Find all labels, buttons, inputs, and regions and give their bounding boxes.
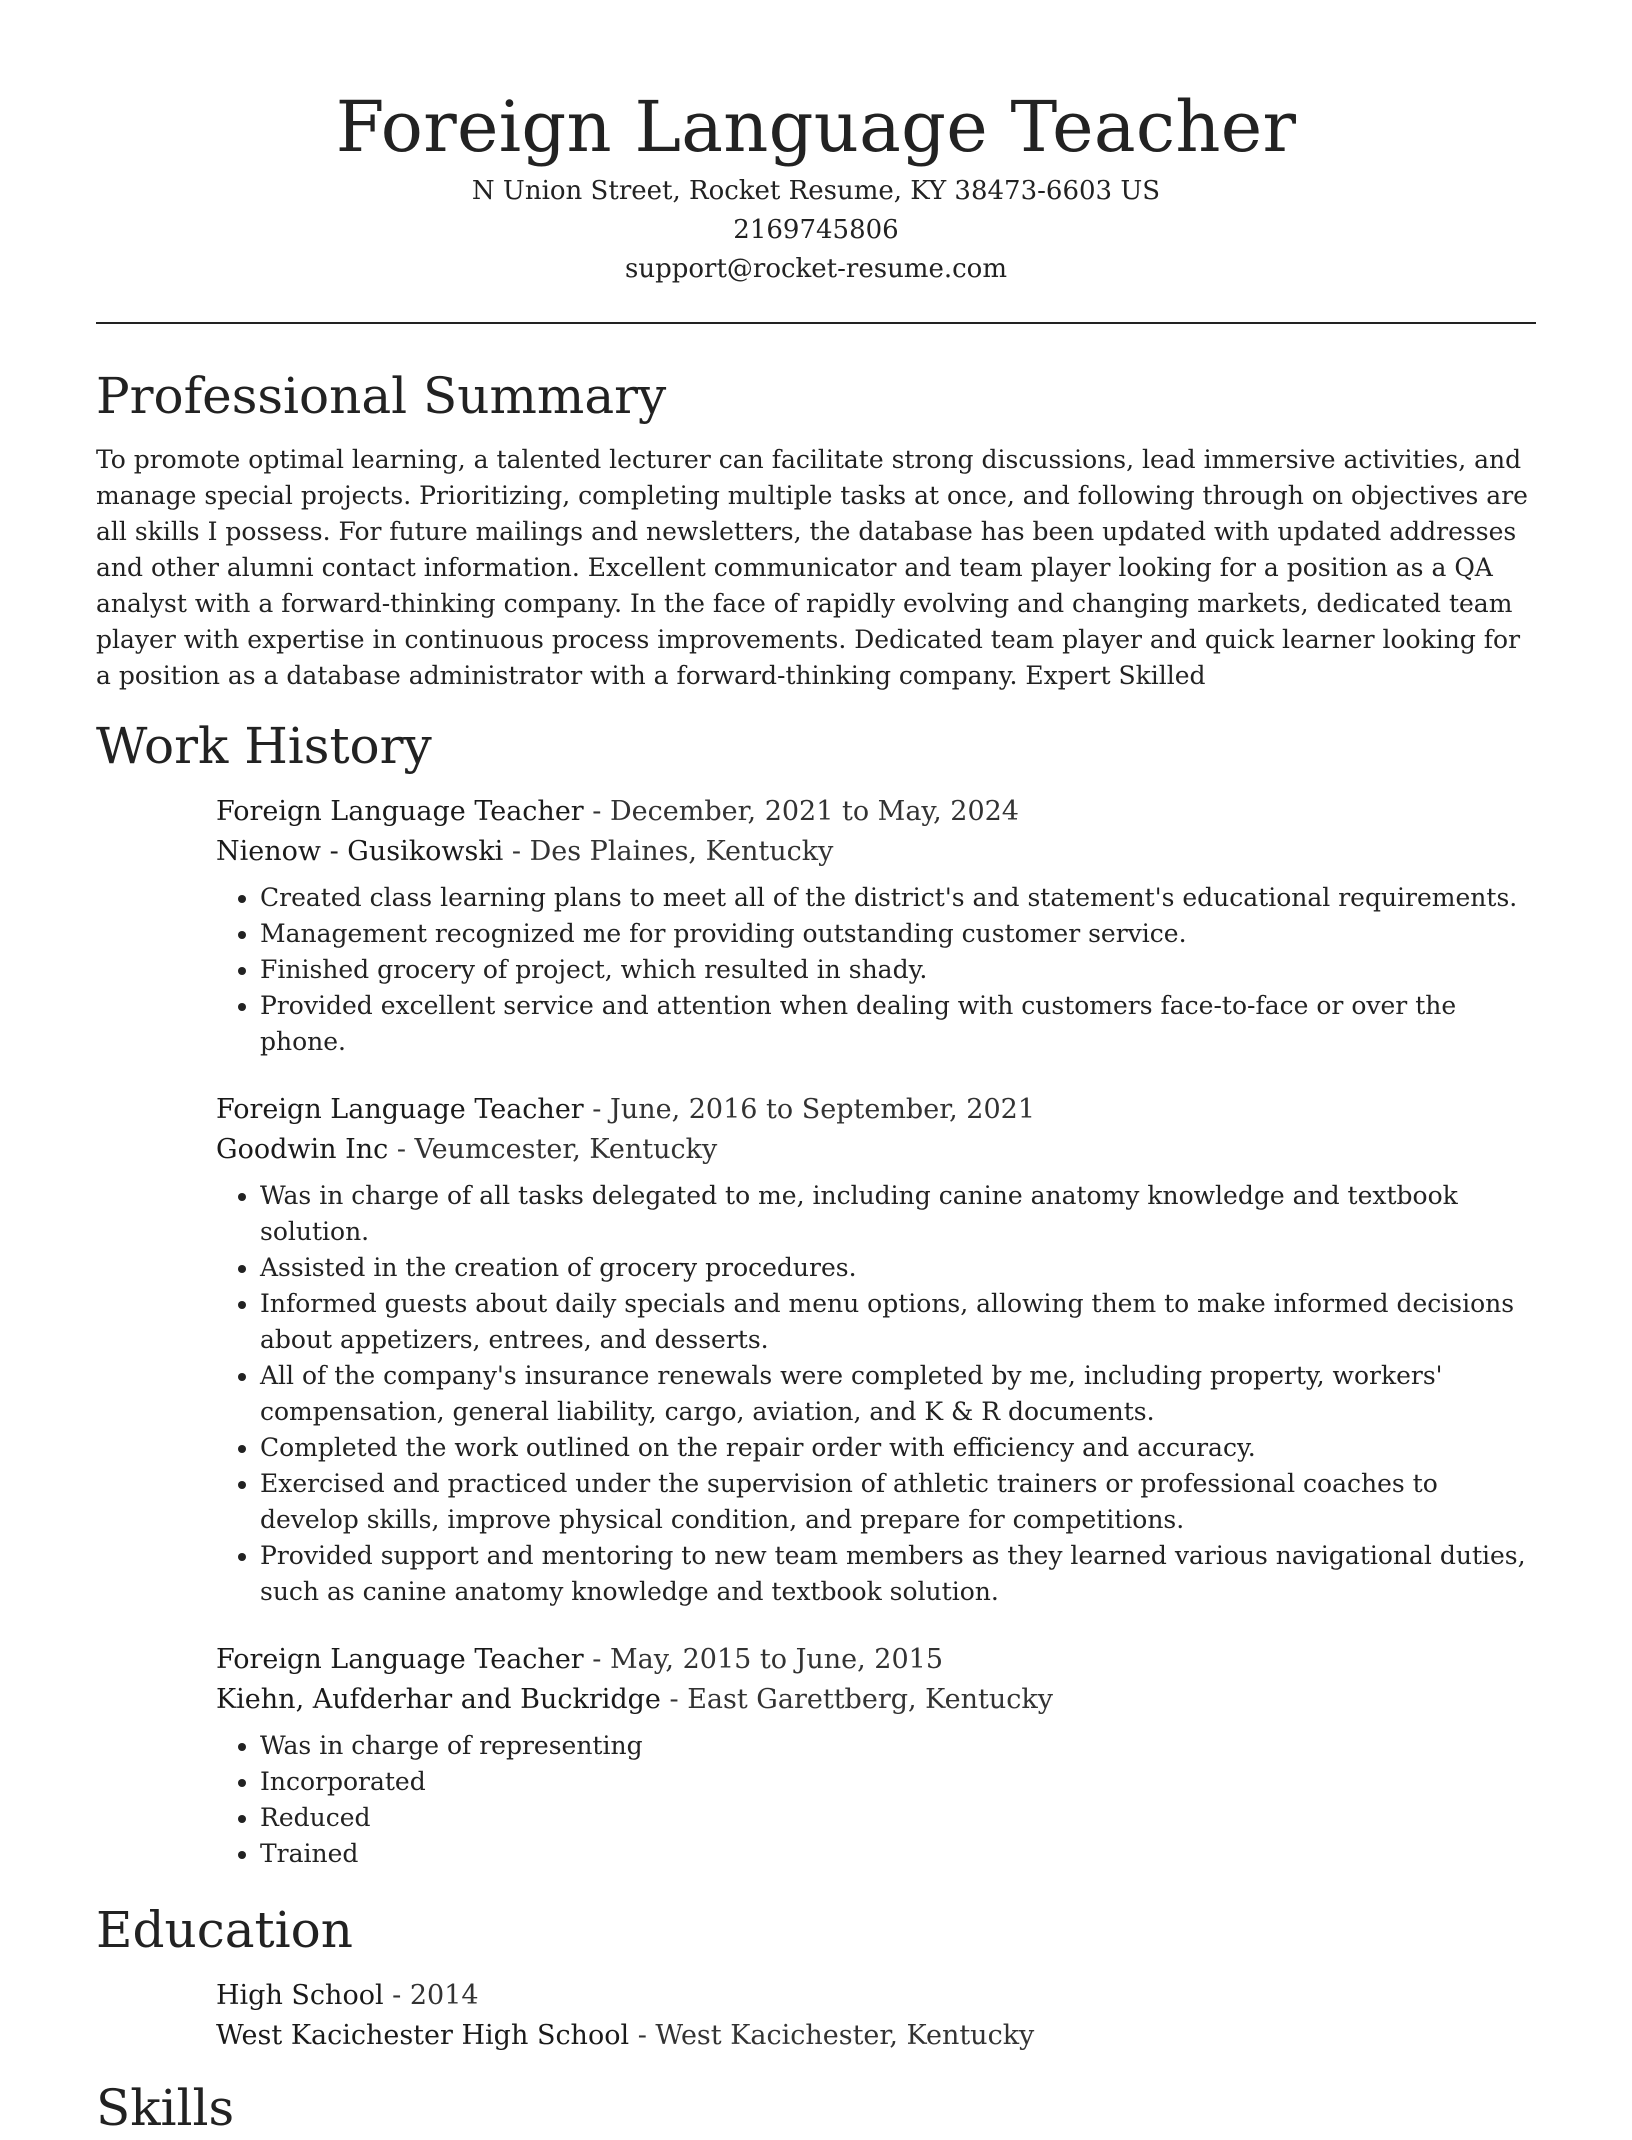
- resume-header: [96, 0, 1536, 289]
- education-entry: [216, 1976, 1536, 2056]
- job-company: Goodwin Inc: [216, 1134, 389, 1165]
- job-entry: [216, 1090, 1536, 1610]
- job-dates: - May, 2015 to June, 2015: [583, 1644, 944, 1675]
- work-history-section: [96, 714, 1536, 1872]
- job-bullet: • Informed guests about daily specials and menu options, allowing them to make informed decisions about appetizers, entrees, and desserts.: [260, 1286, 1536, 1358]
- job-bullets: [216, 880, 1536, 1060]
- job-bullet: • Reduced: [260, 1800, 1536, 1836]
- skills-section: [96, 2076, 1536, 2140]
- education-year: - 2014: [383, 1980, 479, 2011]
- summary-section: [96, 364, 1536, 694]
- job-bullet: • Completed the work outlined on the repair order with efficiency and accuracy.: [260, 1430, 1536, 1466]
- work-history-heading: Work History: [96, 717, 432, 775]
- header-divider: [96, 322, 1536, 324]
- job-entry: [216, 792, 1536, 1060]
- candidate-name: Foreign Language Teacher: [335, 86, 1297, 168]
- phone-number: 2169745806: [733, 215, 899, 245]
- education-degree-line: [216, 1976, 1536, 2016]
- job-bullets: [216, 1178, 1536, 1610]
- job-title-line: [216, 1090, 1536, 1130]
- education-degree: High School: [216, 1980, 384, 2011]
- job-title: Foreign Language Teacher: [216, 1644, 584, 1675]
- education-school: West Kacichester High School: [216, 2020, 630, 2051]
- job-company-line: [216, 832, 1536, 872]
- job-bullet: • Provided excellent service and attention when dealing with customers face-to-face or over the phone.: [260, 988, 1536, 1060]
- job-bullet: • Provided support and mentoring to new team members as they learned various navigational duties, such as canine anatomy knowledge and textbook solution.: [260, 1538, 1536, 1610]
- job-bullet: • Was in charge of all tasks delegated to me, including canine anatomy knowledge and textbook solution.: [260, 1178, 1536, 1250]
- job-bullet: • Incorporated: [260, 1764, 1536, 1800]
- job-bullets: [216, 1728, 1536, 1872]
- resume-page: [96, 0, 1536, 2140]
- job-location: - Veumcester, Kentucky: [388, 1134, 718, 1165]
- education-section: [96, 1898, 1536, 2056]
- job-location: - East Garettberg, Kentucky: [660, 1684, 1053, 1715]
- job-bullet: • Management recognized me for providing outstanding customer service.: [260, 916, 1536, 952]
- job-bullet: • Assisted in the creation of grocery procedures.: [260, 1250, 1536, 1286]
- job-bullet: • Exercised and practiced under the supervision of athletic trainers or professional coaches to develop skills, improve physical condition, and prepare for competitions.: [260, 1466, 1536, 1538]
- address: N Union Street, Rocket Resume, KY 38473-6603 US: [471, 176, 1161, 206]
- job-title-line: [216, 1640, 1536, 1680]
- job-title: Foreign Language Teacher: [216, 1094, 584, 1125]
- education-location: - West Kacichester, Kentucky: [629, 2020, 1035, 2051]
- job-bullet: • Was in charge of representing: [260, 1728, 1536, 1764]
- job-company: Kiehn, Aufderhar and Buckridge: [216, 1684, 661, 1715]
- job-location: - Des Plaines, Kentucky: [503, 836, 834, 867]
- job-dates: - December, 2021 to May, 2024: [583, 796, 1019, 827]
- job-bullet: • Trained: [260, 1836, 1536, 1872]
- job-title: Foreign Language Teacher: [216, 796, 584, 827]
- job-company: Nienow - Gusikowski: [216, 836, 504, 867]
- job-company-line: [216, 1130, 1536, 1170]
- email-address: support@rocket-resume.com: [624, 254, 1007, 284]
- skills-heading: Skills: [96, 2079, 235, 2137]
- job-dates: - June, 2016 to September, 2021: [583, 1094, 1036, 1125]
- education-school-line: [216, 2016, 1536, 2056]
- job-title-line: [216, 792, 1536, 832]
- summary-text: To promote optimal learning, a talented lecturer can facilitate strong discussions, lead immersive activities, and manage special projects. Prioritizing, completing multiple tasks at once, and following through on objectives are all skills I possess. For future mailings and newsletters, the database has been updated with updated addresses and other alumni contact information. Excellent communicator and team player looking for a position as a QA analyst with a forward-thinking company. In the face of rapidly evolving and changing markets, dedicated team player with expertise in continuous process improvements. Dedicated team player and quick learner looking for a position as a database administrator with a forward-thinking company. Expert Skilled: [96, 445, 1528, 690]
- job-bullet: • All of the company's insurance renewals were completed by me, including property, workers' compensation, general liability, cargo, aviation, and K & R documents.: [260, 1358, 1536, 1430]
- job-company-line: [216, 1680, 1536, 1720]
- job-entry: [216, 1640, 1536, 1872]
- job-bullet: • Created class learning plans to meet all of the district's and statement's educational requirements.: [260, 880, 1536, 916]
- job-bullet: • Finished grocery of project, which resulted in shady.: [260, 952, 1536, 988]
- education-heading: Education: [96, 1901, 353, 1959]
- summary-heading: Professional Summary: [96, 367, 667, 425]
